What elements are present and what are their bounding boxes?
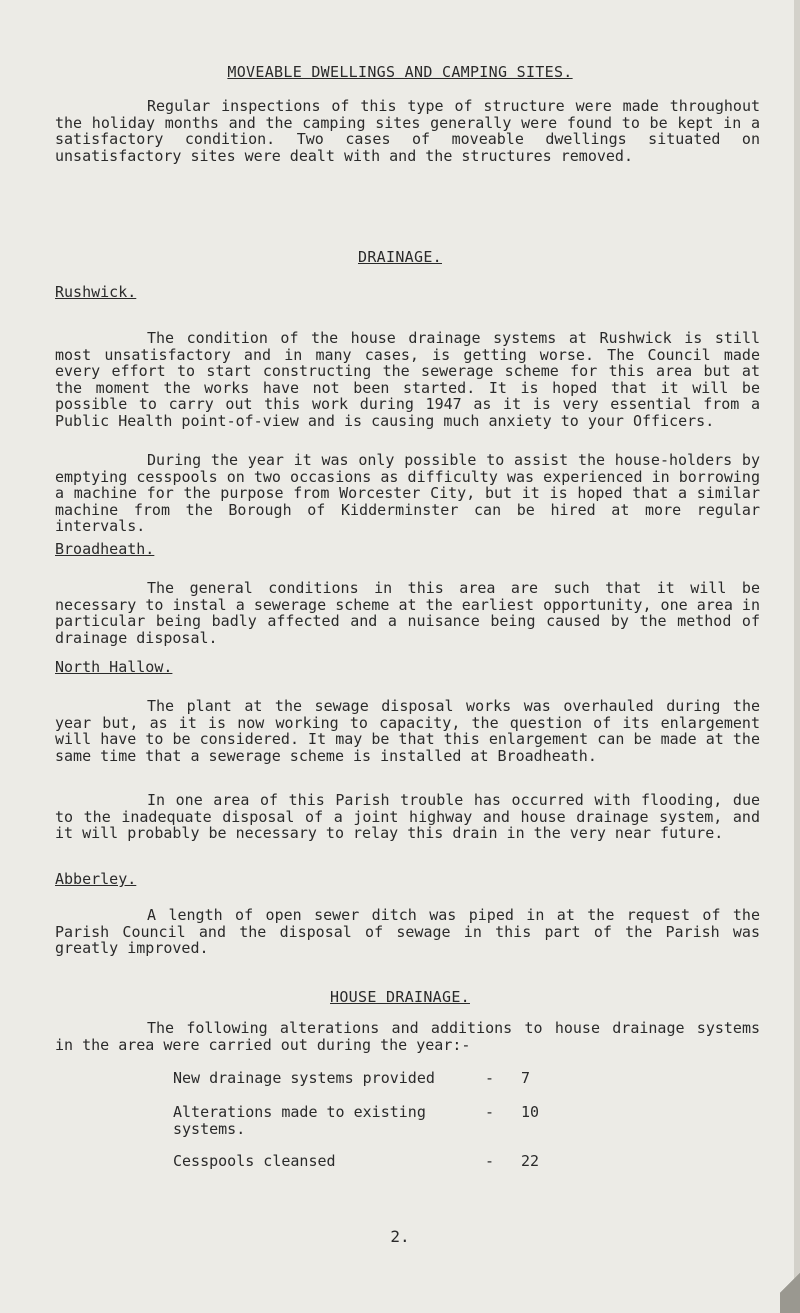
stat-dash: - (485, 1152, 495, 1170)
section-title-moveable-dwellings: MOVEABLE DWELLINGS AND CAMPING SITES. (227, 63, 573, 81)
paragraph-abberley: A length of open sewer ditch was piped in at the request of the Parish Council and the disposal of sewage in this part of the Parish was greatly improved. (55, 906, 760, 957)
section-title-drainage: DRAINAGE. (358, 248, 442, 266)
stat-value: 7 (521, 1069, 531, 1087)
stat-value: 10 (521, 1103, 540, 1121)
page-corner-fold (780, 1253, 800, 1313)
page-number: 2. (390, 1227, 410, 1246)
paragraph-rushwick-1: The condition of the house drainage systems at Rushwick is still most unsatisfactory and in many cases, is getting worse. The Council made every effort to start constructing the sewerage scheme for this area but at the moment the works have not been started. It is hoped that it will be possible to carry out this work during 1947 as it is very essential from a Public Health point-of-view and is causing much anxiety to your Officers. (55, 329, 760, 430)
page-edge-shadow (794, 0, 800, 1313)
paragraph-broadheath: The general conditions in this area are such that it will be necessary to instal a sewerage scheme at the earliest opportunity, one area in particular being badly affected and a nuisance being caused by the method of drainage disposal. (55, 579, 760, 647)
paragraph-moveable-dwellings: Regular inspections of this type of structure were made throughout the holiday months and the camping sites generally were found to be kept in a satisfactory condition. Two cases of moveable dwellings situated on unsatisfactory sites were dealt with and the structures removed. (55, 97, 760, 165)
stat-value: 22 (521, 1152, 540, 1170)
subheading-broadheath: Broadheath. (55, 540, 155, 558)
stat-label: Alterations made to existing systems. (173, 1103, 426, 1138)
subheading-rushwick: Rushwick. (55, 283, 137, 301)
subheading-north-hallow: North Hallow. (55, 658, 173, 676)
paragraph-north-hallow-1: The plant at the sewage disposal works was overhauled during the year but, as it is now working to capacity, the question of its enlargement will have to be considered. It may be that this enlargement can be made at the same time that a sewerage scheme is installed at Broadheath. (55, 697, 760, 765)
paragraph-rushwick-2: During the year it was only possible to assist the house-holders by emptying cesspools on two occasions as difficulty was experienced in borrowing a machine for the purpose from Worcester City, but it is hoped that a similar machine from the Borough of Kidderminster can be hired at more regular intervals. (55, 451, 760, 535)
paragraph-house-drainage: The following alterations and additions to house drainage systems in the area were carried out during the year:- (55, 1019, 760, 1054)
stat-label: Cesspools cleansed (173, 1152, 336, 1170)
paragraph-north-hallow-2: In one area of this Parish trouble has occurred with flooding, due to the inadequate disposal of a joint highway and house drainage system, and it will probably be necessary to relay this drain in the very near future. (55, 791, 760, 842)
stat-dash: - (485, 1069, 495, 1087)
stat-label: New drainage systems provided (173, 1069, 435, 1087)
section-title-house-drainage: HOUSE DRAINAGE. (330, 988, 470, 1006)
stat-dash: - (485, 1103, 495, 1121)
subheading-abberley: Abberley. (55, 870, 137, 888)
